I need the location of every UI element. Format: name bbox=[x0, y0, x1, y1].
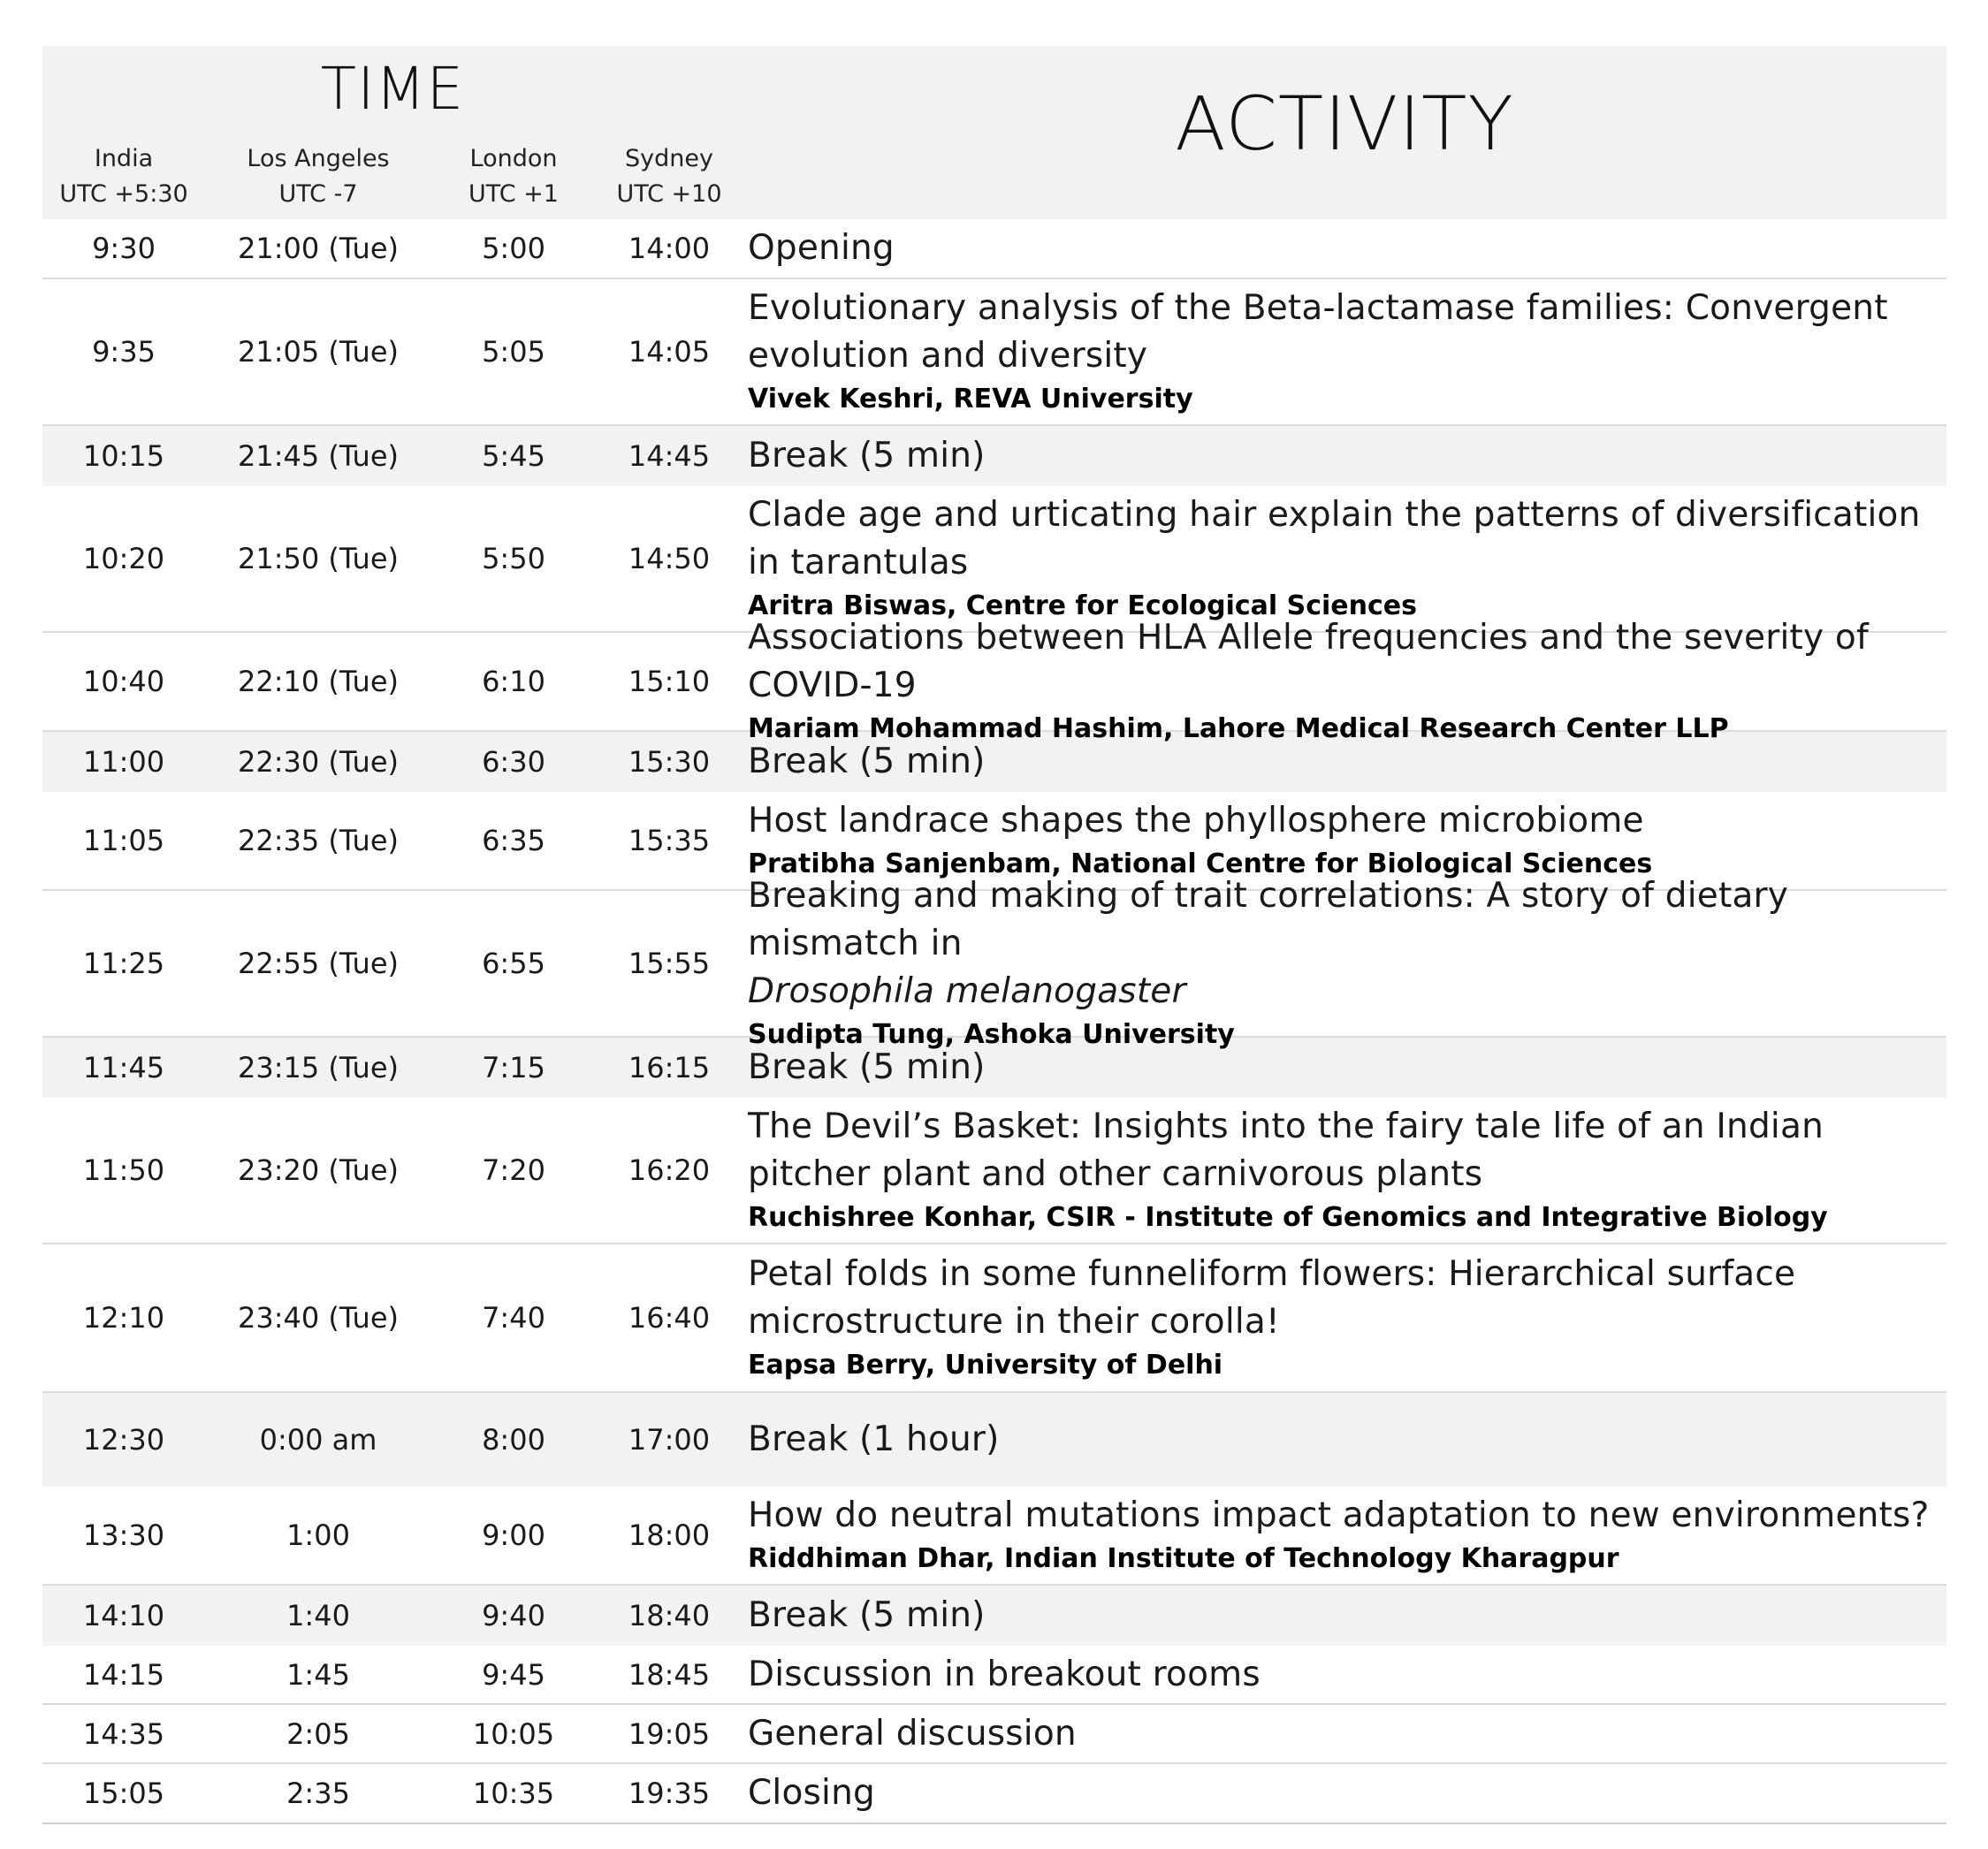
time-cell: 18:40 bbox=[628, 1599, 711, 1632]
activity-title bbox=[748, 614, 1934, 710]
time-cell: 6:55 bbox=[482, 947, 545, 980]
zone-name: London bbox=[469, 145, 558, 172]
zone-los-angeles bbox=[205, 141, 431, 212]
time-cell: 5:50 bbox=[482, 542, 545, 575]
activity-title-text: Break (5 min) bbox=[748, 742, 986, 781]
time-cell: 23:15 (Tue) bbox=[237, 1051, 399, 1084]
activity-cell bbox=[743, 797, 1946, 884]
time-cell: 14:15 bbox=[82, 1657, 165, 1692]
activity-title bbox=[748, 1651, 1934, 1699]
activity-title bbox=[748, 797, 1934, 845]
time-cell: 0:00 am bbox=[259, 1423, 377, 1457]
activity-title-text: Petal folds in some funneliform flowers: Hierarchical surface microstructure in their corolla! bbox=[748, 1254, 1796, 1342]
time-cell: 7:20 bbox=[482, 1153, 545, 1187]
activity-title-text: Associations between HLA Allele frequencies and the severity of COVID-19 bbox=[748, 618, 1869, 705]
time-cell: 22:10 (Tue) bbox=[237, 665, 399, 698]
activity-cell bbox=[743, 1492, 1946, 1579]
time-title: TIME bbox=[320, 55, 465, 123]
activity-title-text: General discussion bbox=[748, 1713, 1077, 1754]
table-row bbox=[42, 426, 1946, 486]
time-cell: 15:55 bbox=[628, 947, 711, 980]
table-row bbox=[42, 618, 1946, 744]
speaker-affiliation: Sudipta Tung, Ashoka University bbox=[748, 1019, 1235, 1050]
activity-title-text: Breaking and making of trait correlations: A story of dietary mismatch in bbox=[748, 876, 1789, 963]
time-cell: 9:45 bbox=[482, 1657, 545, 1692]
time-cell: 11:45 bbox=[82, 1051, 165, 1084]
table-row bbox=[42, 1393, 1946, 1487]
time-cell: 5:00 bbox=[482, 232, 545, 265]
time-cell: 14:10 bbox=[82, 1599, 165, 1632]
table-row bbox=[42, 486, 1946, 633]
activity-title-text: Break (5 min) bbox=[748, 1047, 986, 1087]
time-cell: 10:35 bbox=[472, 1777, 555, 1810]
zone-name: Los Angeles bbox=[247, 145, 390, 172]
time-cell: 15:10 bbox=[628, 665, 711, 698]
table-row bbox=[42, 876, 1946, 1050]
time-cell: 23:40 (Tue) bbox=[237, 1301, 399, 1335]
activity-title bbox=[748, 872, 1934, 1016]
time-cell: 11:05 bbox=[82, 824, 165, 857]
time-cell: 21:45 (Tue) bbox=[237, 439, 399, 473]
activity-cell bbox=[743, 614, 1946, 749]
time-cell: 21:50 (Tue) bbox=[237, 542, 399, 575]
activity-cell bbox=[743, 432, 1946, 480]
activity-title-italic: Drosophila melanogaster bbox=[748, 971, 1186, 1011]
zone-offset: UTC +5:30 bbox=[59, 180, 188, 208]
table-row bbox=[42, 1705, 1946, 1764]
activity-title-text: Host landrace shapes the phyllosphere microbiome bbox=[748, 801, 1644, 841]
time-cell: 10:15 bbox=[82, 439, 165, 473]
time-cell: 8:00 bbox=[482, 1423, 545, 1457]
table-row bbox=[42, 219, 1946, 279]
table-row bbox=[42, 1038, 1946, 1098]
time-cell: 9:30 bbox=[92, 232, 156, 265]
table-row bbox=[42, 1487, 1946, 1586]
speaker-affiliation: Riddhiman Dhar, Indian Institute of Technology Kharagpur bbox=[748, 1543, 1619, 1574]
table-row bbox=[42, 1244, 1946, 1393]
activity-cell bbox=[743, 1769, 1946, 1817]
schedule-rows bbox=[42, 219, 1946, 1824]
activity-title-text: Break (5 min) bbox=[748, 1595, 986, 1635]
zone-sydney bbox=[596, 141, 743, 212]
activity-title bbox=[748, 491, 1934, 587]
zone-india bbox=[42, 141, 205, 212]
timezone-headers bbox=[42, 141, 743, 212]
activity-title bbox=[748, 1492, 1934, 1540]
time-cell: 9:00 bbox=[482, 1518, 545, 1552]
activity-title bbox=[748, 1103, 1934, 1198]
table-row bbox=[42, 1586, 1946, 1646]
activity-title bbox=[748, 1769, 1934, 1817]
activity-cell bbox=[743, 872, 1946, 1054]
time-cell: 9:35 bbox=[92, 335, 156, 369]
activity-header: ACTIVITY bbox=[1175, 80, 1514, 167]
activity-cell bbox=[743, 738, 1946, 786]
time-cell: 10:40 bbox=[82, 665, 165, 698]
time-cell: 9:40 bbox=[482, 1599, 545, 1632]
table-header bbox=[42, 46, 1946, 219]
activity-title bbox=[748, 432, 1934, 480]
time-cell: 18:45 bbox=[628, 1657, 711, 1692]
activity-title bbox=[748, 738, 1934, 786]
table-row bbox=[42, 1098, 1946, 1244]
activity-title-text: Clade age and urticating hair explain the patterns of diversification in tarantulas bbox=[748, 495, 1921, 582]
speaker-affiliation: Vivek Keshri, REVA University bbox=[748, 384, 1193, 415]
activity-cell bbox=[743, 1044, 1946, 1092]
time-cell: 19:05 bbox=[628, 1716, 711, 1751]
time-cell: 16:15 bbox=[628, 1051, 711, 1084]
zone-offset: UTC +1 bbox=[468, 180, 559, 208]
time-cell: 18:00 bbox=[628, 1518, 711, 1552]
time-cell: 16:20 bbox=[628, 1153, 711, 1187]
time-cell: 7:15 bbox=[482, 1051, 545, 1084]
activity-title bbox=[748, 1251, 1934, 1346]
time-cell: 12:30 bbox=[82, 1423, 165, 1457]
table-row bbox=[42, 1646, 1946, 1705]
activity-cell bbox=[743, 491, 1946, 626]
time-cell: 14:00 bbox=[628, 232, 711, 265]
activity-cell bbox=[743, 224, 1946, 272]
time-cell: 17:00 bbox=[628, 1423, 711, 1457]
activity-title-text: Evolutionary analysis of the Beta-lactamase families: Convergent evolution and diversity bbox=[748, 288, 1888, 376]
time-cell: 13:30 bbox=[82, 1518, 165, 1552]
time-cell: 11:50 bbox=[82, 1153, 165, 1187]
time-cell: 7:40 bbox=[482, 1301, 545, 1335]
time-cell: 14:50 bbox=[628, 542, 711, 575]
activity-title bbox=[748, 285, 1934, 380]
time-cell: 15:30 bbox=[628, 745, 711, 779]
time-cell: 10:05 bbox=[472, 1716, 555, 1751]
activity-cell bbox=[743, 1416, 1946, 1464]
time-cell: 5:05 bbox=[482, 335, 545, 369]
speaker-affiliation: Mariam Mohammad Hashim, Lahore Medical Research Center LLP bbox=[748, 713, 1729, 744]
speaker-affiliation: Ruchishree Konhar, CSIR - Institute of Genomics and Integrative Biology bbox=[748, 1202, 1828, 1233]
activity-title bbox=[748, 224, 1934, 272]
activity-cell bbox=[743, 1710, 1946, 1758]
time-cell: 1:00 bbox=[286, 1518, 350, 1552]
time-cell: 14:45 bbox=[628, 439, 711, 473]
time-cell: 12:10 bbox=[82, 1301, 165, 1335]
time-cell: 6:30 bbox=[482, 745, 545, 779]
time-cell: 15:35 bbox=[628, 824, 711, 857]
time-cell: 2:35 bbox=[286, 1777, 350, 1810]
zone-london bbox=[431, 141, 596, 212]
time-cell: 14:35 bbox=[82, 1716, 165, 1751]
activity-title-text: How do neutral mutations impact adaptation to new environments? bbox=[748, 1495, 1930, 1535]
zone-name: India bbox=[94, 145, 154, 172]
activity-cell bbox=[743, 1592, 1946, 1640]
schedule-table bbox=[42, 46, 1946, 1824]
activity-cell bbox=[743, 1251, 1946, 1385]
zone-offset: UTC -7 bbox=[278, 180, 358, 208]
activity-title-text: Discussion in breakout rooms bbox=[748, 1654, 1261, 1694]
time-cell: 11:00 bbox=[82, 745, 165, 779]
time-cell: 21:05 (Tue) bbox=[237, 335, 399, 369]
speaker-affiliation: Aritra Biswas, Centre for Ecological Sciences bbox=[748, 590, 1417, 621]
time-cell: 11:25 bbox=[82, 947, 165, 980]
time-cell: 5:45 bbox=[482, 439, 545, 473]
time-cell: 22:55 (Tue) bbox=[237, 947, 399, 980]
activity-title-text: Break (5 min) bbox=[748, 436, 986, 476]
time-cell: 22:35 (Tue) bbox=[237, 824, 399, 857]
activity-title bbox=[748, 1710, 1934, 1758]
time-cell: 1:45 bbox=[286, 1657, 350, 1692]
time-cell: 6:35 bbox=[482, 824, 545, 857]
time-cell: 21:00 (Tue) bbox=[237, 232, 399, 265]
time-cell: 22:30 (Tue) bbox=[237, 745, 399, 779]
activity-title bbox=[748, 1044, 1934, 1092]
activity-title bbox=[748, 1416, 1934, 1464]
activity-title-text: Opening bbox=[748, 228, 895, 268]
speaker-affiliation: Pratibha Sanjenbam, National Centre for Biological Sciences bbox=[748, 848, 1653, 879]
time-cell: 16:40 bbox=[628, 1301, 711, 1335]
table-row bbox=[42, 279, 1946, 426]
activity-title-text: The Devil’s Basket: Insights into the fairy tale life of an Indian pitcher plant and other carnivorous plants bbox=[748, 1107, 1824, 1194]
speaker-affiliation: Eapsa Berry, University of Delhi bbox=[748, 1350, 1223, 1381]
time-cell: 6:10 bbox=[482, 665, 545, 698]
zone-offset: UTC +10 bbox=[616, 180, 722, 208]
time-cell: 19:35 bbox=[628, 1777, 711, 1810]
time-cell: 2:05 bbox=[286, 1716, 350, 1751]
table-row bbox=[42, 1764, 1946, 1824]
time-cell: 10:20 bbox=[82, 542, 165, 575]
activity-title-text: Break (1 hour) bbox=[748, 1419, 1000, 1459]
activity-cell bbox=[743, 285, 1946, 419]
activity-title-text: Closing bbox=[748, 1773, 875, 1813]
time-cell: 15:05 bbox=[82, 1777, 165, 1810]
time-cell: 23:20 (Tue) bbox=[237, 1153, 399, 1187]
time-cell: 1:40 bbox=[286, 1599, 350, 1632]
activity-title bbox=[748, 1592, 1934, 1640]
activity-cell bbox=[743, 1651, 1946, 1699]
zone-name: Sydney bbox=[625, 145, 713, 172]
time-header bbox=[42, 46, 743, 219]
time-cell: 14:05 bbox=[628, 335, 711, 369]
table-row bbox=[42, 732, 1946, 792]
activity-cell bbox=[743, 1103, 1946, 1237]
